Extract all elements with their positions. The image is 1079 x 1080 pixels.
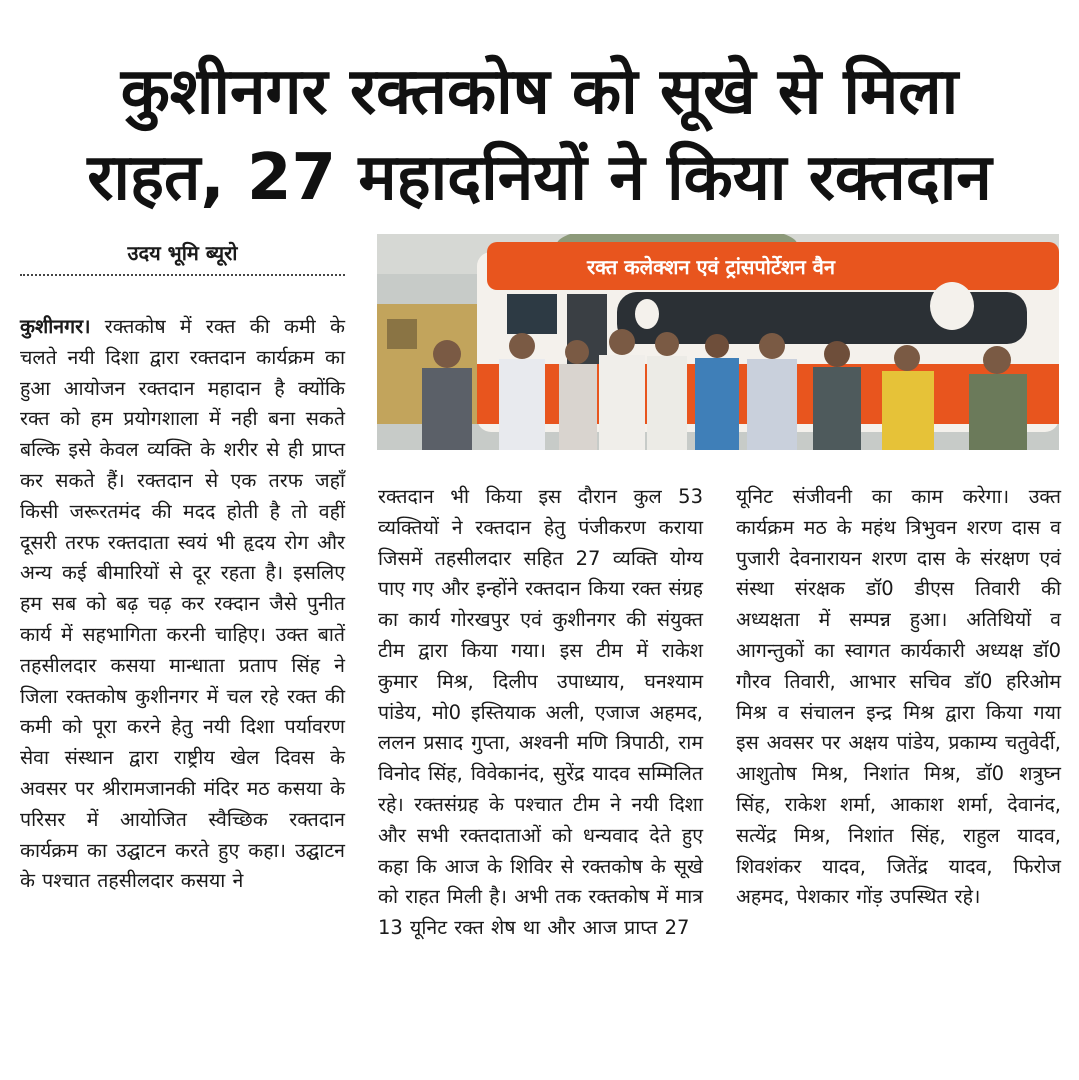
headline-line-1: कुशीनगर रक्तकोष को सूखे से मिला	[120, 55, 959, 129]
article-column-2	[378, 482, 703, 944]
column-3-text: यूनिट संजीवनी का काम करेगा। उक्त कार्यक्रम मठ के महंथ त्रिभुवन शरण दास व पुजारी देवनारायन शरण दास के संरक्षण एवं संस्था संरक्षक डॉ0 डीएस तिवारी की अध्यक्षता में सम्पन्न हुआ। अतिथियों व आगन्तुकों का स्वागत कार्यकारी अध्यक्ष डॉ0 गौरव तिवारी, आभार सचिव डॉ0 हरिओम मिश्र व संचालन इन्द्र मिश्र द्वारा किया गया इस अवसर पर अक्षय पांडेय, प्रकाम्य चतुवेर्दी, आशुतोष मिश्र, निशांत मिश्र, डॉ0 शत्रुघ्न सिंह, राकेश शर्मा, आकाश शर्मा, देवानंद, सत्येंद्र मिश्र, निशांत सिंह, राहुल यादव, शिवशंकर यादव, जितेंद्र यादव, फिरोज अहमद, पेशकार गोंड़ उपस्थित रहे।	[736, 485, 1061, 909]
article-column-1	[20, 312, 345, 897]
column-1-text: रक्तकोष में रक्त की कमी के चलते नयी दिशा द्वारा रक्तदान कार्यक्रम का हुआ आयोजन रक्तदान महादान है क्योंकि रक्त को हम प्रयोगशाला में नही बना सकते बल्कि इसे केवल व्यक्ति के शरीर से ही प्राप्त कर सकते हैं। रक्तदान से एक तरफ जहाँ किसी जरूरतमंद की मदद होती है तो वहीं दूसरी तरफ रक्तदाता स्वयं भी हृदय रोग और अन्य कई बीमारियों से दूर रहता है। इसलिए हम सब को बढ़ चढ़ कर रक्दान जैसे पुनीत कार्य में सहभागिता करनी चाहिए। उक्त बातें तहसीलदार कसया मान्धाता प्रताप सिंह ने जिला रक्तकोष कुशीनगर में चल रहे रक्त की कमी को पूरा करने हेतु नयी दिशा पर्यावरण सेवा संस्थान द्वारा राष्ट्रीय खेल दिवस के अवसर पर श्रीरामजानकी मंदिर मठ कसया के परिसर में आयोजित स्वैच्छिक रक्तदान कार्यक्रम का उद्घाटन करते हुए कहा। उद्घाटन के पश्चात तहसीलदार कसया ने	[20, 315, 346, 893]
headline-line-2: राहत, 27 महादनियों ने किया रक्तदान	[87, 141, 992, 215]
photo-illustration	[377, 234, 1059, 450]
byline: उदय भूमि ब्यूरो	[127, 241, 238, 265]
news-photo	[377, 234, 1059, 450]
column-2-text: रक्तदान भी किया इस दौरान कुल 53 व्यक्तियों ने रक्तदान हेतु पंजीकरण कराया जिसमें तहसीलदार सहित 27 व्यक्ति योग्य पाए गए और इन्होंने रक्तदान किया रक्त संग्रह का कार्य गोरखपुर एवं कुशीनगर की संयुक्त टीम द्वारा किया गया। इस टीम में राकेश कुमार मिश्र, दिलीप उपाध्याय, घनश्याम पांडेय, मो0 इस्तियाक अली, एजाज अहमद, ललन प्रसाद गुप्ता, अश्वनी मणि त्रिपाठी, राम विनोद सिंह, विवेकानंद, सुरेंद्र यादव सम्मिलित रहे। रक्तसंग्रह के पश्चात टीम ने नयी दिशा और सभी रक्तदाताओं को धन्यवाद देते हुए कहा कि आज के शिविर से रक्तकोष के सूखे को राहत मिली है। अभी तक रक्तकोष में मात्र 13 यूनिट रक्त शेष था और आज प्राप्त 27	[378, 485, 703, 940]
article-column-3	[736, 482, 1061, 913]
dotted-divider	[20, 274, 345, 276]
dateline: कुशीनगर।	[20, 315, 91, 338]
van-banner-text: रक्त कलेक्शन एवं ट्रांसपोर्टेशन वैन	[587, 255, 835, 279]
